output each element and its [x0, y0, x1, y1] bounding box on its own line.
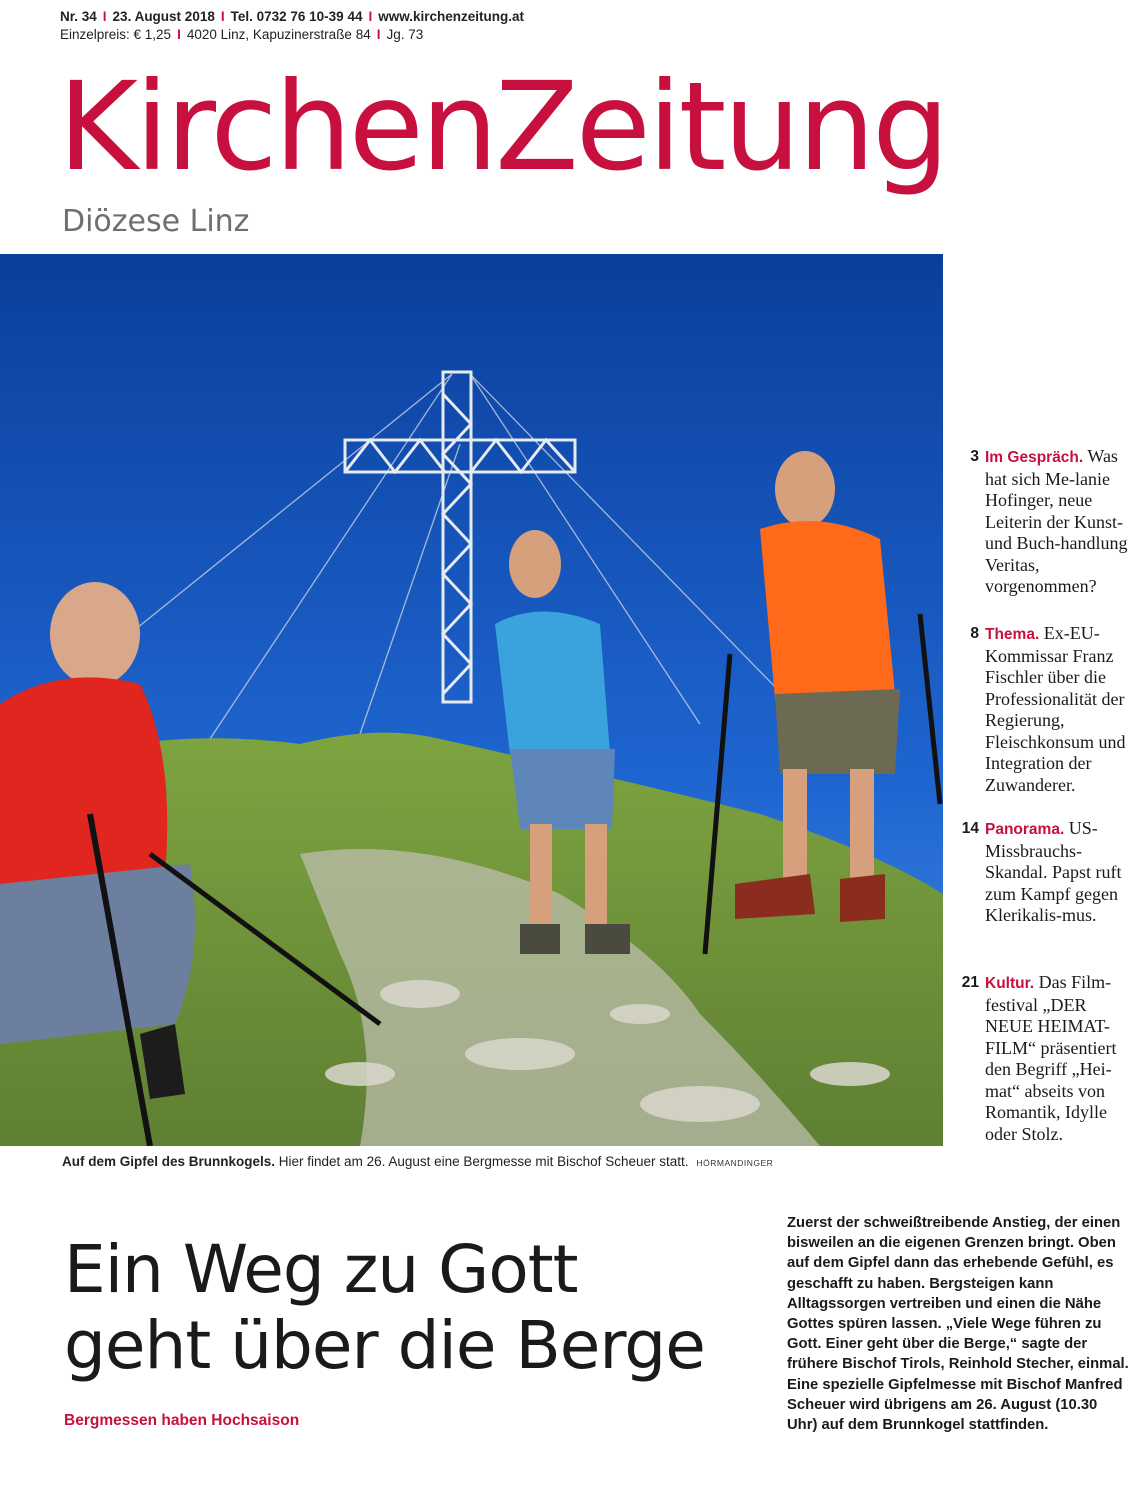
summit-cross-photo-illustration: [0, 254, 943, 1146]
toc-section: Panorama.: [985, 821, 1065, 838]
info-line-1: [60, 8, 524, 26]
volume-number: Jg. 73: [386, 27, 424, 42]
newspaper-title: KirchenZeitung: [58, 56, 947, 198]
separator: I: [102, 9, 107, 24]
toc-item[interactable]: [955, 972, 1135, 1145]
caption-lead: Auf dem Gipfel des Brunnkogels.: [62, 1154, 276, 1169]
toc-text: Das Film-festival „DER NEUE HEIMAT-FILM“ präsentiert den Begriff „Hei-mat“ abseits von Romantik, Idylle oder Stolz.: [985, 972, 1117, 1144]
headline-line-1: Ein Weg zu Gott: [64, 1231, 578, 1308]
toc-text: US-Missbrauchs-Skandal. Papst ruft zum Kampf gegen Klerikalis-mus.: [985, 818, 1122, 925]
toc-page-number: 8: [970, 625, 979, 642]
toc-text: Was hat sich Me-lanie Hofinger, neue Leiterin der Kunst- und Buch-handlung Veritas, vorgenommen?: [985, 446, 1128, 596]
postal-address: 4020 Linz, Kapuzinerstraße 84: [186, 27, 371, 42]
toc-item[interactable]: [955, 623, 1135, 796]
caption-text: Hier findet am 26. August eine Bergmesse mit Bischof Scheuer statt.: [275, 1154, 689, 1169]
toc-item[interactable]: [955, 446, 1135, 598]
separator: I: [376, 27, 381, 42]
cover-photo: [0, 254, 943, 1146]
separator: I: [220, 9, 225, 24]
issue-number: Nr. 34: [60, 9, 97, 24]
article-kicker: Bergmessen haben Hochsaison: [64, 1412, 300, 1429]
single-price: Einzelpreis: € 1,25: [60, 27, 172, 42]
info-line-2: [60, 26, 524, 44]
photo-credit: HÖRMANDINGER: [696, 1158, 774, 1168]
toc-text: Ex-EU-Kommissar Franz Fischler über die Professionalität der Regierung, Fleischkonsum und Integration der Zuwanderer.: [985, 623, 1126, 795]
toc-section: Im Gespräch.: [985, 449, 1084, 466]
toc-section: Thema.: [985, 626, 1040, 643]
phone-number: Tel. 0732 76 10-39 44: [230, 9, 363, 24]
toc-section: Kultur.: [985, 975, 1035, 992]
headline-line-2: geht über die Berge: [64, 1307, 705, 1384]
toc-item[interactable]: [955, 818, 1135, 927]
photo-caption: [62, 1154, 773, 1169]
masthead-info: [60, 8, 524, 44]
separator: I: [177, 27, 181, 42]
separator: I: [368, 9, 373, 24]
toc-page-number: 21: [961, 974, 979, 991]
website-link[interactable]: www.kirchenzeitung.at: [378, 9, 525, 24]
diocese-subtitle: Diözese Linz: [62, 204, 250, 239]
article-lead-text: Zuerst der schweißtreibende Anstieg, der einen bisweilen an die eigenen Grenzen bringt. Oben auf dem Gipfel dann das erhebende Gefühl, es geschafft zu haben. Bergsteigen kann Alltagssorgen vertreiben und einen die Nähe Gottes spüren lassen. „Viele Wege führen zu Gott. Einer geht über die Berge,“ sagte der frühere Bischof Tirols, Reinhold Stecher, einmal. Eine spezielle Gipfelmesse mit Bischof Manfred Scheuer wird übrigens am 26. August (10.30 Uhr) auf dem Brunnkogel stattfinden.: [787, 1215, 1129, 1434]
toc-page-number: 3: [970, 448, 979, 465]
issue-date: 23. August 2018: [112, 9, 215, 24]
toc-page-number: 14: [961, 820, 979, 837]
article-headline: [64, 1232, 705, 1384]
